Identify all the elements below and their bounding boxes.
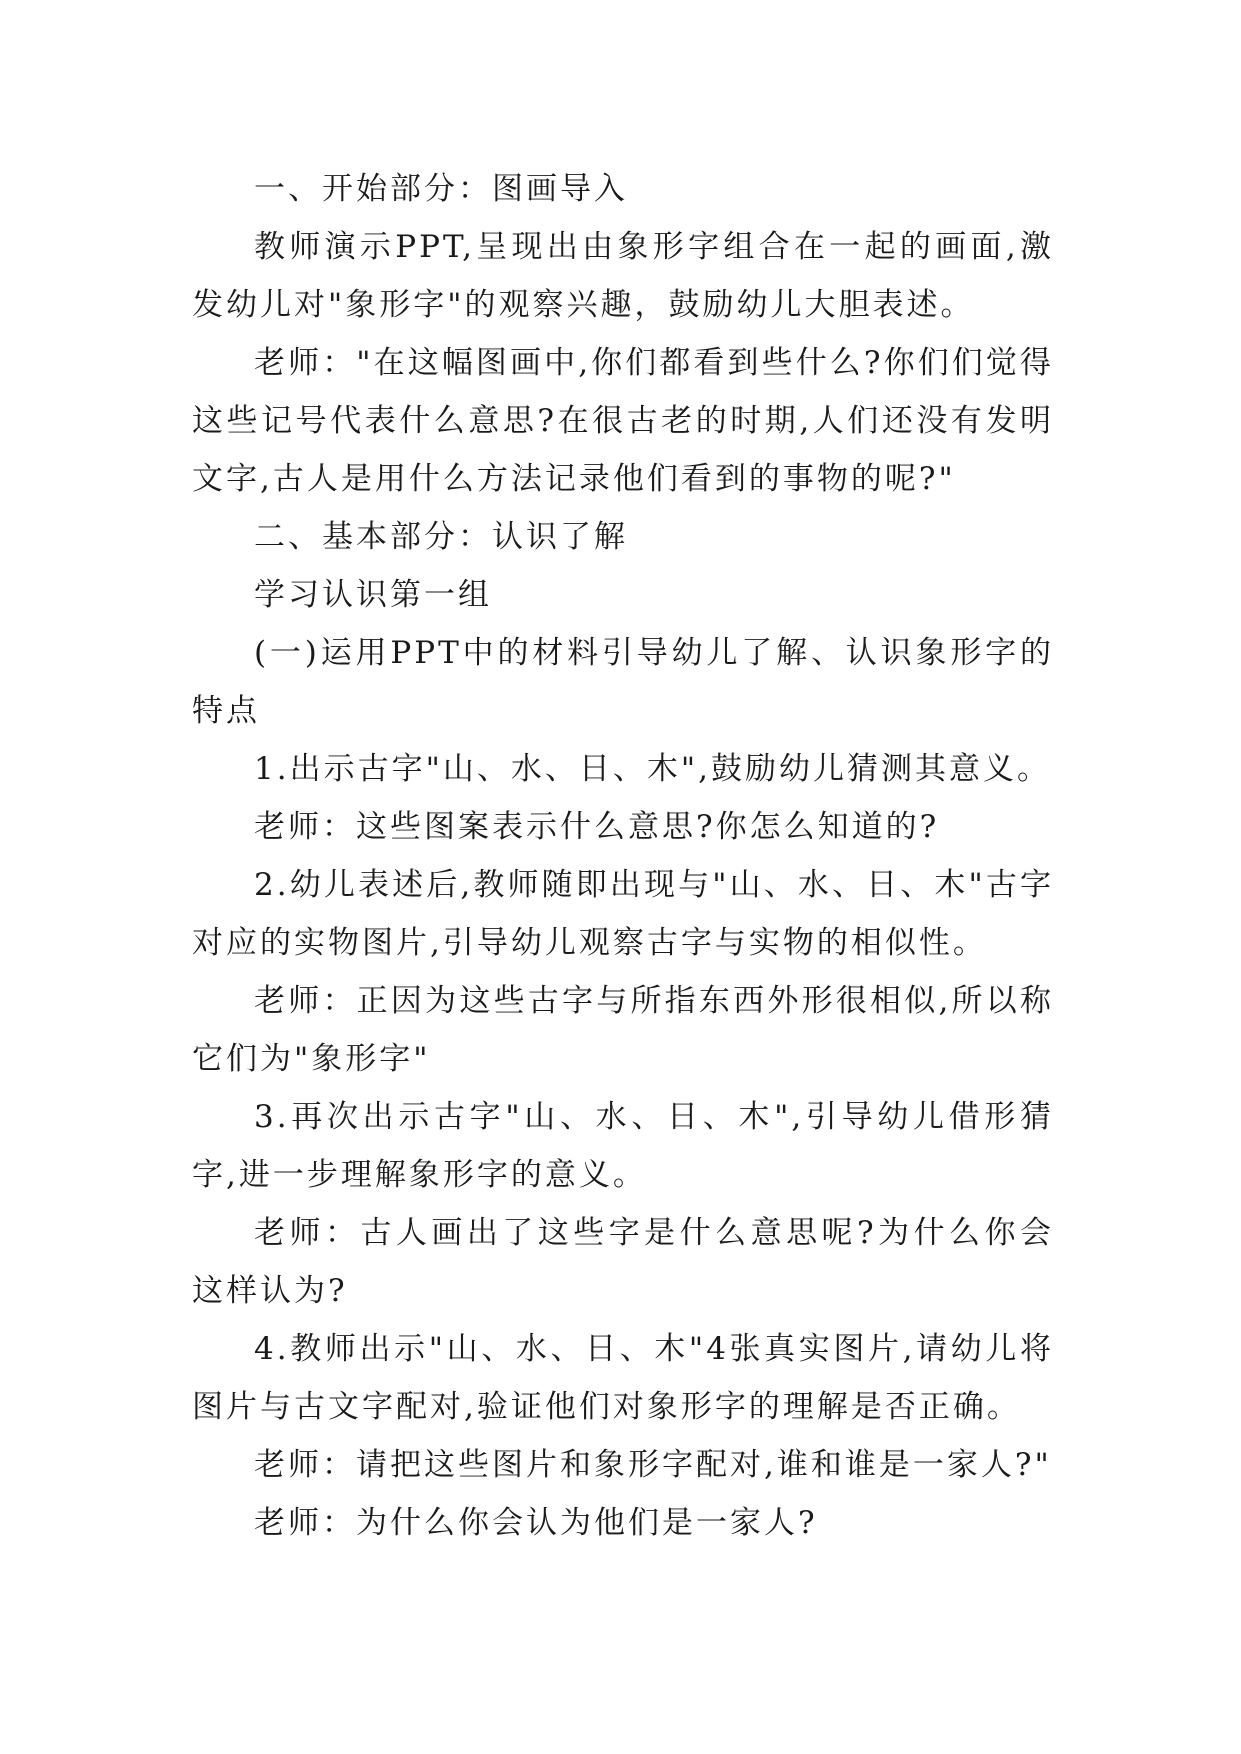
subsection-heading: (一)运用PPT中的材料引导幼儿了解、认识象形字的特点 xyxy=(192,635,1054,729)
step-2: 2.幼儿表述后,教师随即出现与"山、水、日、木"古字对应的实物图片,引导幼儿观察古字与实物的相似性。 xyxy=(192,867,1054,961)
teacher-line: 老师：为什么你会认为他们是一家人? xyxy=(254,1505,818,1541)
paragraph: 老师："在这幅图画中,你们都看到些什么?你们们觉得这些记号代表什么意思?在很古老的时期,人们还没有发明文字,古人是用什么方法记录他们看到的事物的呢?" xyxy=(192,345,1054,497)
step-3: 3.再次出示古字"山、水、日、木",引导幼儿借形猜字,进一步理解象形字的意义。 xyxy=(192,1099,1054,1193)
teacher-line: 老师：古人画出了这些字是什么意思呢?为什么你会这样认为? xyxy=(192,1215,1054,1309)
step-4: 4.教师出示"山、水、日、木"4张真实图片,请幼儿将图片与古文字配对,验证他们对象形字的理解是否正确。 xyxy=(192,1331,1054,1425)
document-body xyxy=(192,160,1054,1552)
teacher-line: 老师：正因为这些古字与所指东西外形很相似,所以称它们为"象形字" xyxy=(192,983,1054,1077)
subheading-group-one: 学习认识第一组 xyxy=(254,577,492,613)
step-1: 1.出示古字"山、水、日、木",鼓励幼儿猜测其意义。 xyxy=(254,751,1051,787)
teacher-line: 老师：请把这些图片和象形字配对,谁和谁是一家人?" xyxy=(254,1447,1052,1483)
section-heading-start: 一、开始部分：图画导入 xyxy=(254,171,628,207)
teacher-line: 老师：这些图案表示什么意思?你怎么知道的? xyxy=(254,809,940,845)
paragraph: 教师演示PPT,呈现出由象形字组合在一起的画面,激发幼儿对"象形字"的观察兴趣，鼓励幼儿大胆表述。 xyxy=(192,229,1054,323)
section-heading-basic: 二、基本部分：认识了解 xyxy=(254,519,628,555)
